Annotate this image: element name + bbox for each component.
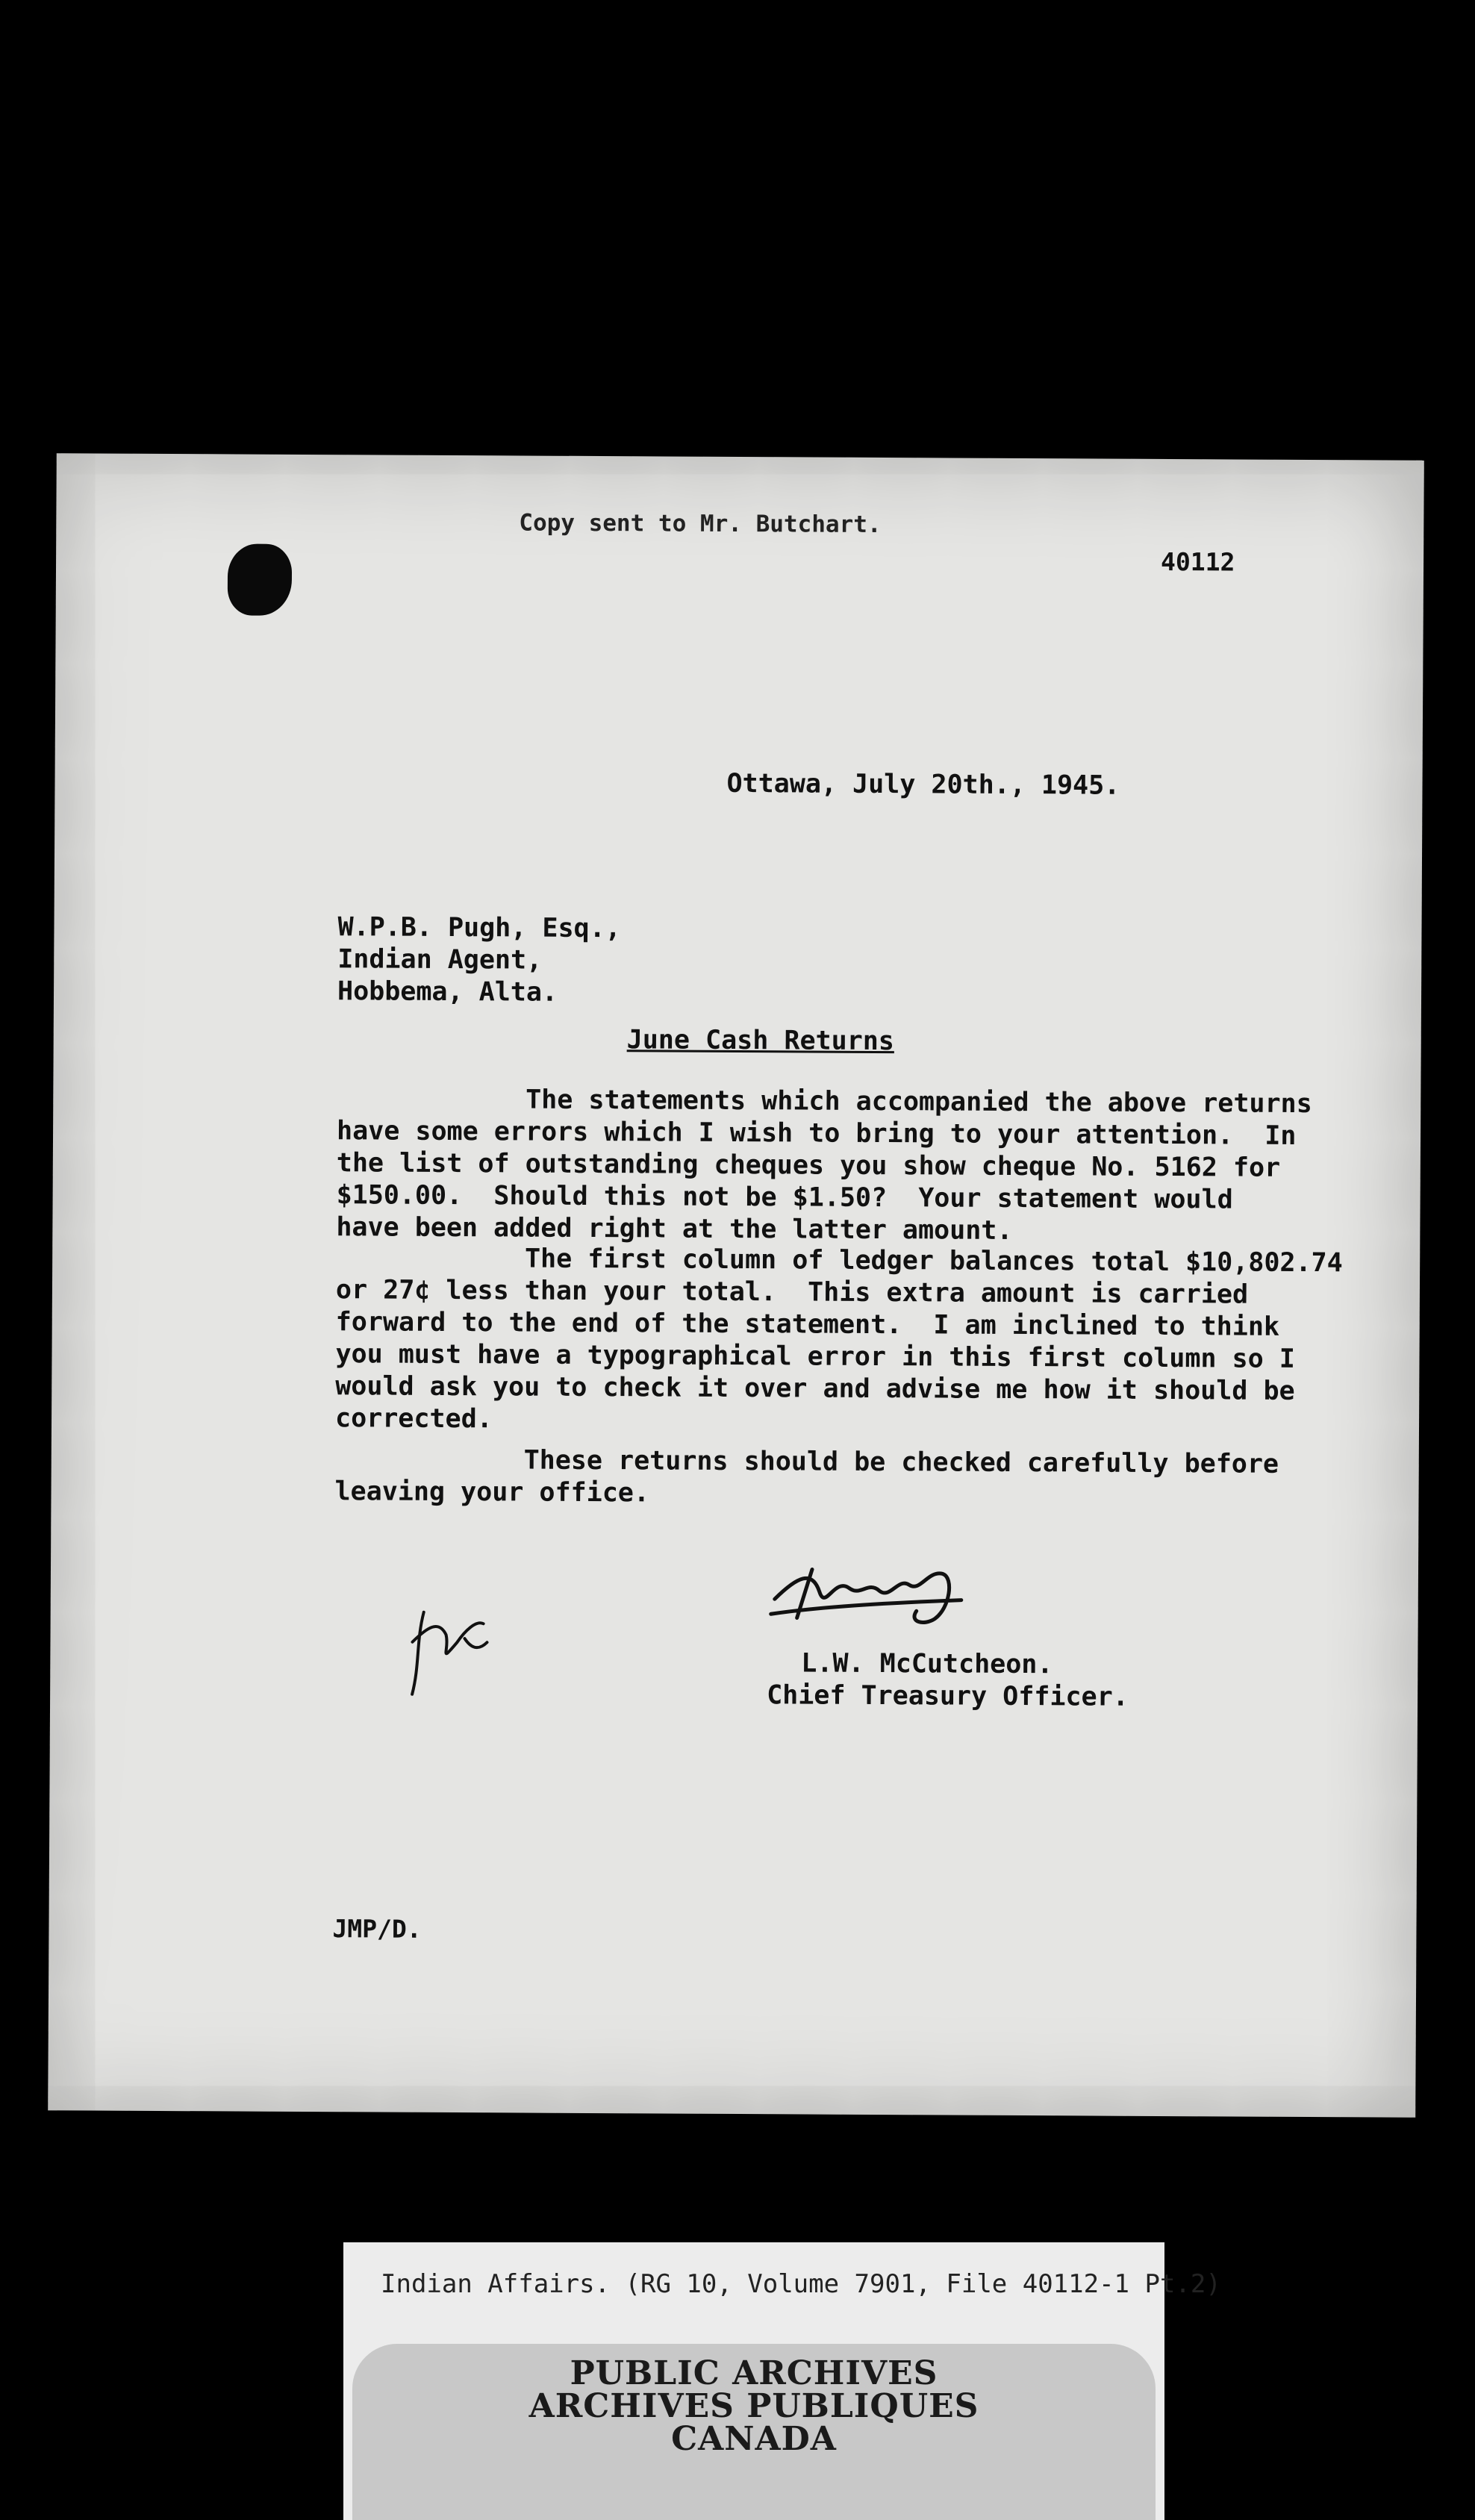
paragraph-3 (334, 1444, 1279, 1513)
text-line: the list of outstanding cheques you show cheque No. 5162 for (336, 1148, 1281, 1183)
paragraph-2 (334, 1242, 1343, 1440)
handwritten-initials (393, 1597, 506, 1703)
reference-initials: JMP/D. (332, 1914, 422, 1944)
punch-hole (228, 543, 293, 615)
text-line: The first column of ledger balances total $10,802.74 (336, 1243, 1343, 1279)
address-line: W.P.B. Pugh, Esq., (337, 912, 621, 944)
text-line: have some errors which I wish to bring to your attention. In (336, 1116, 1297, 1151)
text-line: These returns should be checked carefully before (334, 1444, 1279, 1479)
address-line: Indian Agent, (337, 944, 543, 976)
stamp-line: ARCHIVES PUBLIQUES (528, 2387, 979, 2425)
signer-name: L.W. McCutcheon. (801, 1648, 1053, 1680)
recipient-address (337, 911, 621, 1009)
archive-citation: Indian Affairs. (RG 10, Volume 7901, File 40112-1 Pt.2) (381, 2269, 1221, 2299)
signature-block (767, 1647, 1129, 1714)
text-line: forward to the end of the statement. I am inclined to think (335, 1307, 1280, 1342)
handwritten-signature (767, 1547, 992, 1638)
copy-note: Copy sent to Mr. Butchart. (519, 509, 882, 539)
signer-title: Chief Treasury Officer. (767, 1680, 1129, 1712)
stamp-line: PUBLIC ARCHIVES (570, 2354, 938, 2392)
text-line: or 27¢ less than your total. This extra amount is carried (335, 1275, 1249, 1310)
file-number: 40112 (1160, 546, 1235, 577)
text-line: leaving your office. (334, 1476, 650, 1509)
address-line: Hobbema, Alta. (337, 976, 558, 1008)
text-line: The statements which accompanied the above returns (337, 1084, 1312, 1120)
stamp-line: CANADA (671, 2420, 837, 2458)
text-line: $150.00. Should this not be $1.50? Your statement would (336, 1180, 1233, 1215)
archive-stamp (352, 2344, 1156, 2520)
archive-label (343, 2242, 1221, 2520)
text-line: have been added right at the latter amount. (336, 1212, 1013, 1246)
letter-page (48, 453, 1424, 2118)
text-line: would ask you to check it over and advise me how it should be (335, 1371, 1295, 1406)
subject-line: June Cash Returns (626, 1025, 895, 1057)
paragraph-1 (336, 1083, 1312, 1249)
date-line: Ottawa, July 20th., 1945. (726, 768, 1120, 801)
text-line: corrected. (334, 1403, 493, 1435)
text-line: you must have a typographical error in this first column so I (335, 1339, 1295, 1374)
